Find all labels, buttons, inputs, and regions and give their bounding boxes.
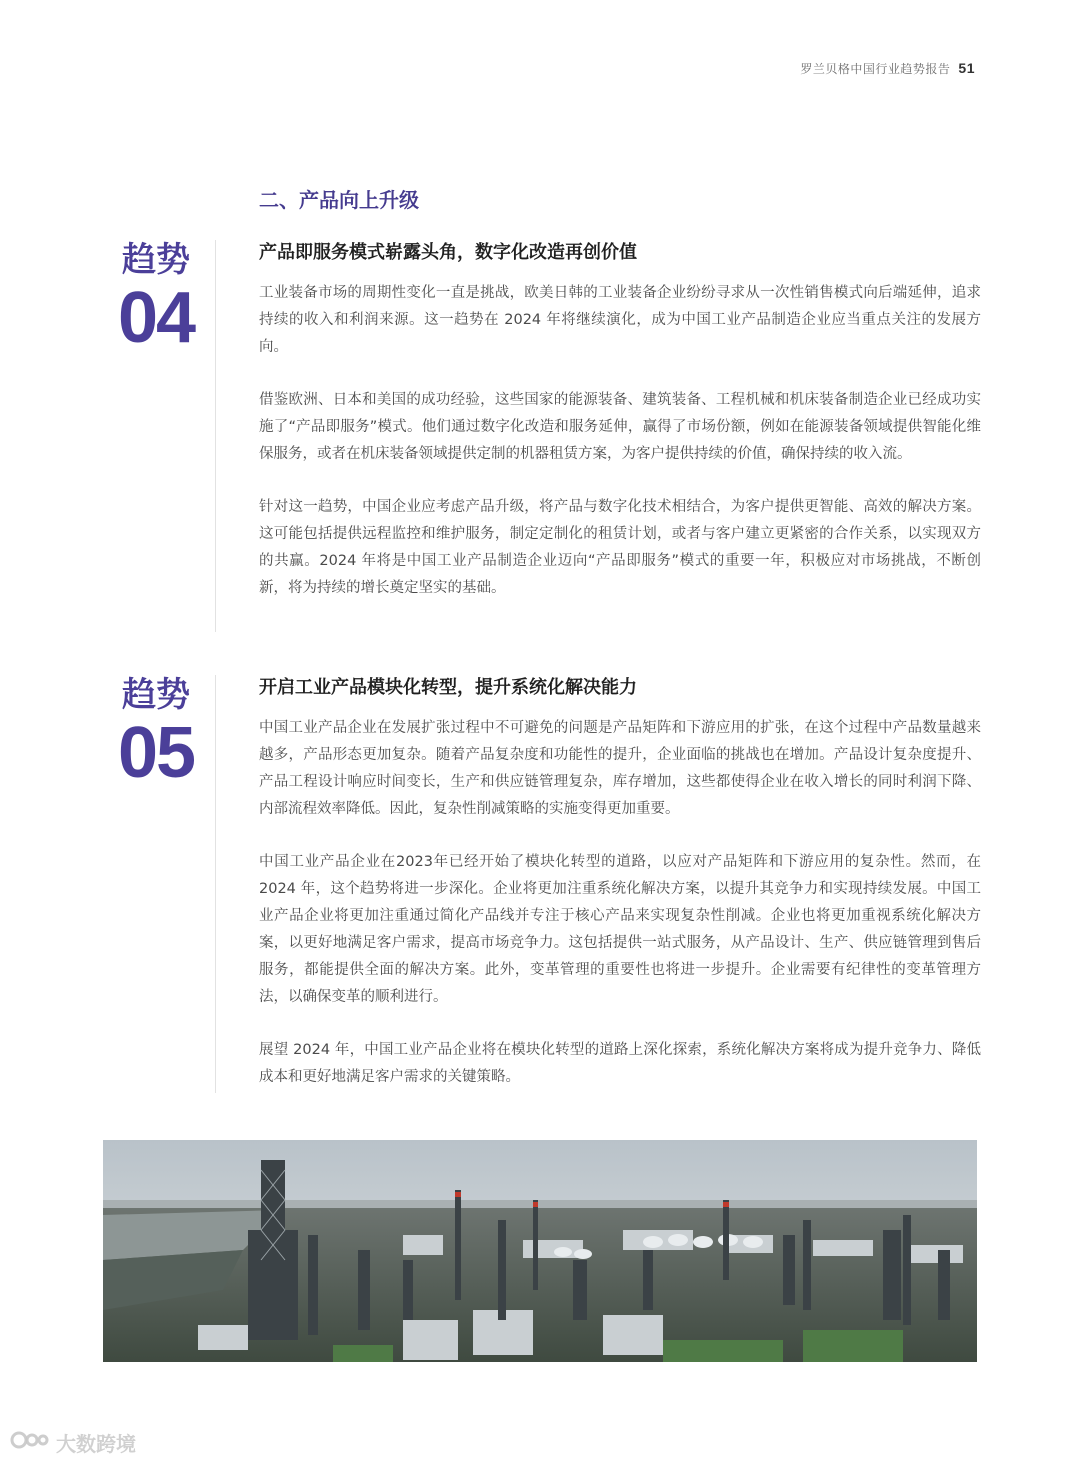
watermark-text: 大数跨境: [56, 1432, 136, 1456]
trend-word: 趋势: [122, 240, 190, 280]
paragraph: 借鉴欧洲、日本和美国的成功经验，这些国家的能源装备、建筑装备、工程机械和机床装备制造企业已经成功实施了“产品即服务”模式。他们通过数字化改造和服务延伸，赢得了市场份额，例如在能源装备领域提供智能化维保服务，或者在机床装备领域提供定制的机器租赁方案，为客户提供持续的价值，确保持续的收入流。: [259, 392, 981, 462]
report-title: 罗兰贝格中国行业趋势报告: [800, 62, 951, 76]
trend-word: 趋势: [122, 675, 190, 715]
trend-number: 05: [117, 713, 195, 793]
trend-number: 04: [117, 278, 195, 358]
paragraph: 中国工业产品企业在2023年已经开始了模块化转型的道路，以应对产品矩阵和下游应用的复杂性。然而，在 2024 年，这个趋势将进一步深化。企业将更加注重系统化解决方案，以提升其竞争力和实现持续发展。中国工业产品企业将更加注重通过简化产品线并专注于核心产品来实现复杂性削减。企业也将更加重视系统化解决方案，以更好地满足客户需求，提高市场竞争力。这包括提供一站式服务，从产品设计、生产、供应链管理到售后服务，都能提供全面的解决方案。此外，变革管理的重要性也将进一步提升。企业需要有纪律性的变革管理方法，以确保变革的顺利进行。: [259, 854, 981, 1005]
paragraph: 中国工业产品企业在发展扩张过程中不可避免的问题是产品矩阵和下游应用的扩张，在这个过程中产品数量越来越多，产品形态更加复杂。随着产品复杂度和功能性的提升，企业面临的挑战也在增加。产品设计复杂度提升、产品工程设计响应时间变长，生产和供应链管理复杂，库存增加，这些都使得企业在收入增长的同时利润下降、内部流程效率降低。因此，复杂性削减策略的实施变得更加重要。: [259, 720, 981, 817]
paragraph: 针对这一趋势，中国企业应考虑产品升级，将产品与数字化技术相结合，为客户提供更智能、高效的解决方案。这可能包括提供远程监控和维护服务，制定定制化的租赁计划，或者与客户建立更紧密的合作关系，以实现双方的共赢。2024 年将是中国工业产品制造企业迈向“产品即服务”模式的重要一年，积极应对市场挑战，不断创新，将为持续的增长奠定坚实的基础。: [259, 499, 981, 596]
section-title: 二、产品向上升级: [259, 188, 419, 212]
divider-line: [215, 240, 216, 632]
industrial-plant-photo: [103, 1140, 977, 1362]
page-header: [800, 60, 975, 77]
page-number: 51: [958, 60, 975, 76]
paragraph: 工业装备市场的周期性变化一直是挑战，欧美日韩的工业装备企业纷纷寻求从一次性销售模式向后端延伸，追求持续的收入和利润来源。这一趋势在 2024 年将继续演化，成为中国工业产品制造企业应当重点关注的发展方向。: [259, 285, 981, 355]
trend-05-content: [259, 675, 981, 1117]
trend-heading: 开启工业产品模块化转型，提升系统化解决能力: [259, 677, 637, 698]
paragraph: 展望 2024 年，中国工业产品企业将在模块化转型的道路上深化探索，系统化解决方案将成为提升竞争力、降低成本和更好地满足客户需求的关键策略。: [259, 1042, 981, 1085]
watermark-logo-icon: [10, 1429, 50, 1456]
divider-line: [215, 675, 216, 1093]
trend-heading: 产品即服务模式崭露头角，数字化改造再创价值: [259, 242, 637, 263]
trend-04-label: [106, 240, 206, 356]
trend-05-label: [106, 675, 206, 791]
trend-04-content: [259, 240, 981, 628]
watermark: [10, 1428, 136, 1457]
